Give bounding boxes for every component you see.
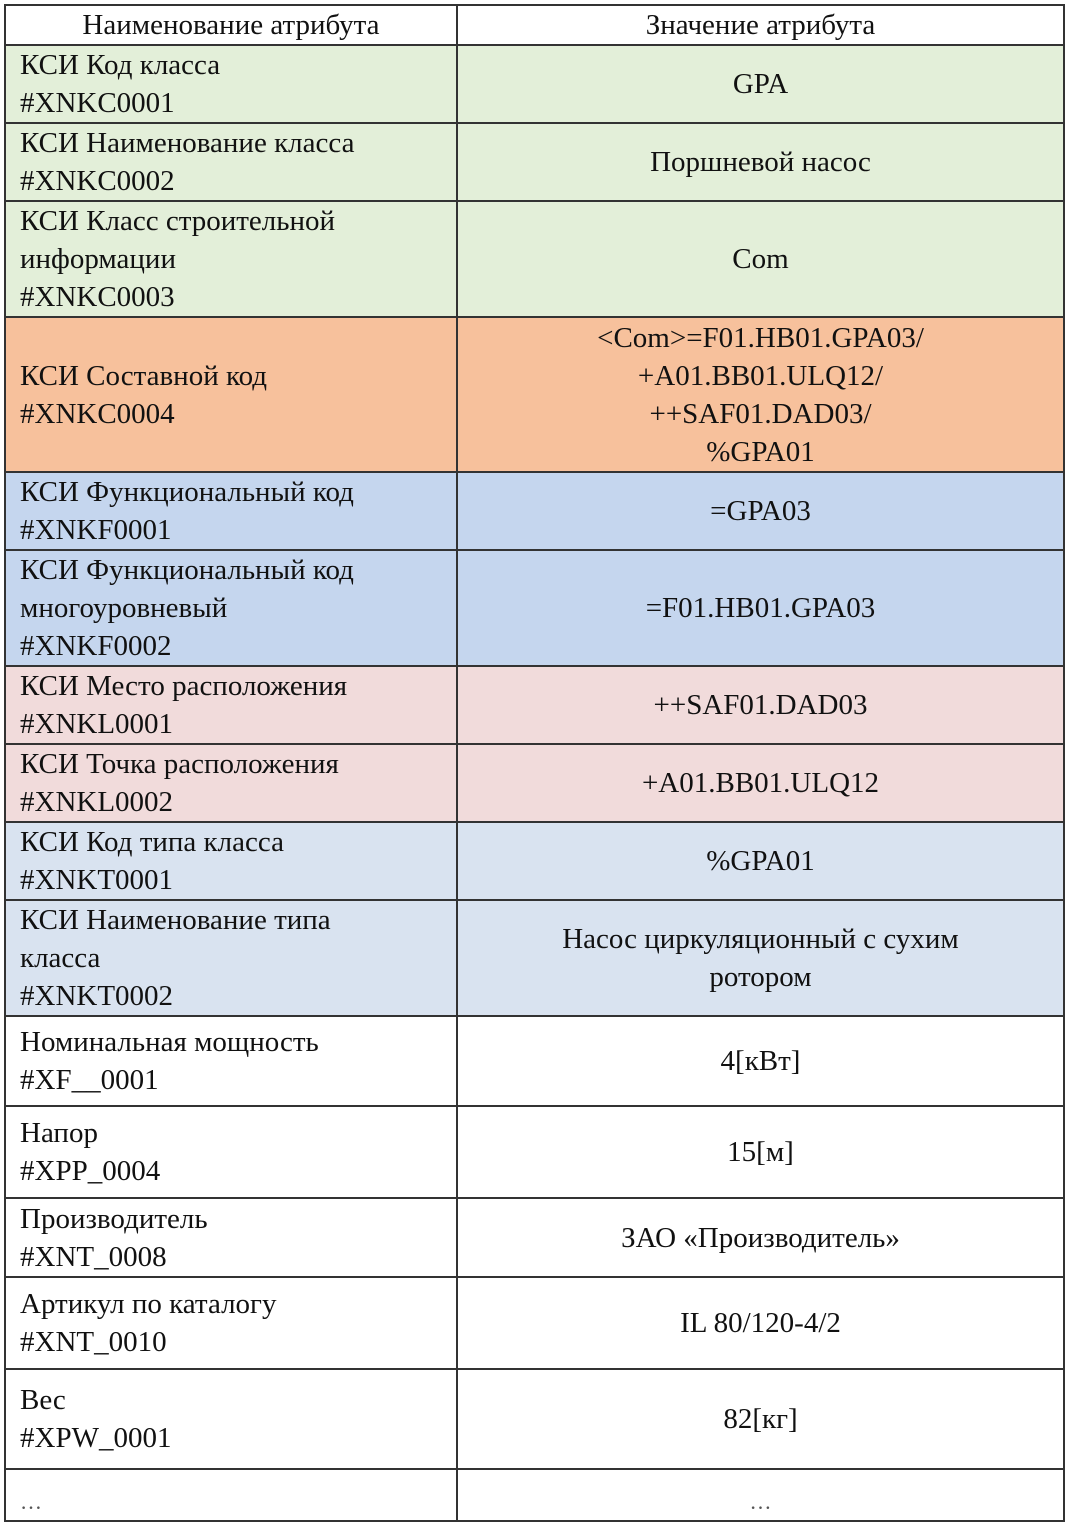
attribute-value-cell	[457, 900, 1064, 1016]
attribute-value-cell	[457, 201, 1064, 317]
attribute-name-line: #XNKC0004	[20, 397, 175, 430]
attribute-value: GPA	[732, 68, 789, 100]
attribute-name-cell	[5, 1469, 457, 1521]
attribute-table	[4, 4, 1065, 1522]
table-row	[5, 472, 1064, 550]
attribute-value: %GPA01	[706, 845, 815, 877]
attribute-name-cell	[5, 550, 457, 666]
attribute-value: …	[749, 1489, 772, 1514]
attribute-value-cell	[457, 550, 1064, 666]
attribute-name-line: КСИ Код класса	[20, 49, 221, 81]
attribute-name-line: Напор	[20, 1117, 98, 1149]
attribute-value-cell	[457, 1198, 1064, 1277]
table-row	[5, 822, 1064, 900]
table-row	[5, 1198, 1064, 1277]
column-header-attribute-value: Значение атрибута	[457, 5, 1064, 45]
attribute-value-cell	[457, 1016, 1064, 1106]
attribute-value-line: <Com>=F01.HB01.GPA03/	[597, 321, 924, 354]
table-row	[5, 1106, 1064, 1198]
attribute-value-cell	[457, 45, 1064, 123]
attribute-name-line: КСИ Код типа класса	[20, 826, 284, 858]
attribute-name-line: КСИ Функциональный код	[20, 554, 354, 586]
table-row	[5, 1016, 1064, 1106]
attribute-name-line: #XNKF0001	[20, 514, 172, 546]
attribute-value-cell	[457, 1369, 1064, 1469]
attribute-name-line: КСИ Место расположения	[20, 670, 348, 702]
table-row	[5, 550, 1064, 666]
attribute-value-line: ротором	[709, 961, 812, 993]
attribute-name-cell	[5, 822, 457, 900]
attribute-name-line: КСИ Наименование класса	[20, 127, 355, 159]
attribute-name-line: КСИ Класс строительной	[20, 205, 336, 237]
attribute-value-cell	[457, 123, 1064, 201]
attribute-value: +A01.BB01.ULQ12	[641, 767, 880, 799]
attribute-name-line: Вес	[20, 1384, 66, 1416]
table-row	[5, 900, 1064, 1016]
attribute-name-line: #XNKL0001	[20, 708, 174, 740]
attribute-name-line: #XNKC0003	[20, 281, 175, 313]
attribute-value-cell	[457, 1469, 1064, 1521]
attribute-value: 82[кг]	[723, 1403, 798, 1435]
attribute-name-line: #XNKF0002	[20, 630, 172, 662]
table-row	[5, 1369, 1064, 1469]
attribute-name-line: #XNKC0002	[20, 165, 175, 197]
attribute-name-cell	[5, 1106, 457, 1198]
attribute-name-line: Номинальная мощность	[20, 1026, 319, 1058]
attribute-value-cell	[457, 1106, 1064, 1198]
attribute-value-line: ++SAF01.DAD03/	[649, 397, 872, 430]
attribute-value: Com	[732, 243, 789, 275]
attribute-value: =GPA03	[710, 495, 811, 527]
attribute-table-container	[4, 4, 1063, 1522]
column-header-attribute-name: Наименование атрибута	[5, 5, 457, 45]
attribute-value-line: Насос циркуляционный с сухим	[562, 923, 959, 955]
table-row	[5, 1277, 1064, 1369]
attribute-name-line: #XF__0001	[20, 1064, 159, 1096]
table-row	[5, 317, 1064, 472]
attribute-value: ЗАО «Производитель»	[621, 1221, 900, 1254]
attribute-name-line: #XNKC0001	[20, 87, 175, 119]
attribute-name-cell	[5, 123, 457, 201]
table-row	[5, 666, 1064, 744]
attribute-value-line: +A01.BB01.ULQ12/	[637, 359, 884, 392]
attribute-name-line: …	[20, 1489, 42, 1514]
attribute-name-line: КСИ Наименование типа	[20, 904, 331, 936]
attribute-name-cell	[5, 201, 457, 317]
attribute-name-line: КСИ Точка расположения	[20, 748, 339, 780]
attribute-name-line: #XNKT0001	[20, 864, 174, 896]
attribute-name-cell	[5, 666, 457, 744]
attribute-name-line: #XNKL0002	[20, 786, 174, 818]
attribute-name-line: #XNT_0008	[20, 1240, 167, 1273]
attribute-name-line: #XPP_0004	[20, 1155, 161, 1187]
attribute-name-line: Артикул по каталогу	[20, 1288, 277, 1320]
attribute-name-cell	[5, 1198, 457, 1277]
attribute-name-line: многоуровневый	[20, 592, 228, 624]
table-body	[5, 45, 1064, 1521]
table-row	[5, 45, 1064, 123]
attribute-name-cell	[5, 472, 457, 550]
attribute-name-cell	[5, 900, 457, 1016]
table-row	[5, 123, 1064, 201]
attribute-value-cell	[457, 472, 1064, 550]
attribute-name-line: класса	[20, 942, 101, 974]
attribute-name-cell	[5, 45, 457, 123]
table-row	[5, 201, 1064, 317]
attribute-value: =F01.HB01.GPA03	[645, 592, 876, 624]
attribute-name-cell	[5, 317, 457, 472]
attribute-value: Поршневой насос	[650, 146, 871, 178]
attribute-value: 4[кВт]	[720, 1045, 801, 1077]
table-row	[5, 1469, 1064, 1521]
attribute-value: IL 80/120-4/2	[680, 1307, 841, 1339]
attribute-name-cell	[5, 1369, 457, 1469]
attribute-name-cell	[5, 1277, 457, 1369]
attribute-value-line: %GPA01	[706, 435, 815, 468]
attribute-name-line: информации	[20, 243, 176, 275]
attribute-name-line: #XNT_0010	[20, 1326, 167, 1358]
table-header-row	[5, 5, 1064, 45]
attribute-value-cell	[457, 666, 1064, 744]
attribute-name-line: КСИ Функциональный код	[20, 476, 354, 508]
attribute-value-cell	[457, 744, 1064, 822]
attribute-value-cell	[457, 1277, 1064, 1369]
attribute-name-line: #XPW_0001	[20, 1422, 172, 1454]
attribute-value: ++SAF01.DAD03	[653, 689, 868, 721]
attribute-value-cell	[457, 822, 1064, 900]
attribute-value: 15[м]	[727, 1136, 794, 1168]
attribute-name-line: КСИ Составной код	[20, 359, 268, 392]
attribute-name-line: Производитель	[20, 1202, 208, 1235]
table-row	[5, 744, 1064, 822]
attribute-name-line: #XNKT0002	[20, 980, 174, 1012]
attribute-name-cell	[5, 1016, 457, 1106]
attribute-value-cell	[457, 317, 1064, 472]
attribute-name-cell	[5, 744, 457, 822]
